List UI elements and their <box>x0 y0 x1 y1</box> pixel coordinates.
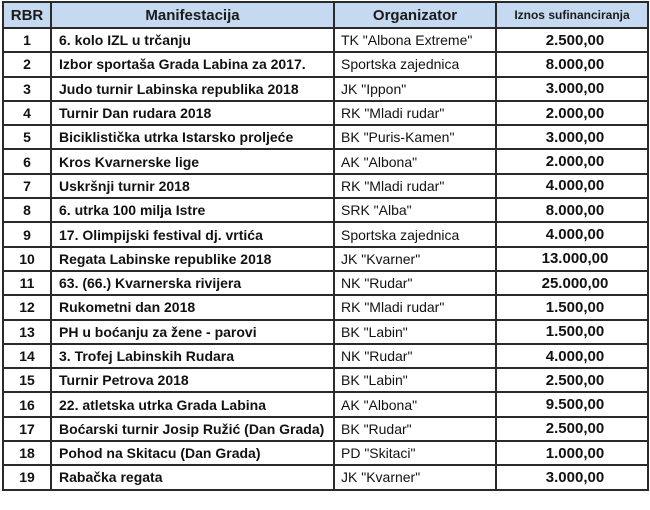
cell-organizator: SRK "Alba" <box>334 198 496 222</box>
cell-rbr: 13 <box>3 320 51 344</box>
cell-iznos: 4.000,00 <box>496 222 648 246</box>
cell-organizator: RK "Mladi rudar" <box>334 295 496 319</box>
table-row <box>3 465 648 489</box>
table-row <box>3 441 648 465</box>
table-row <box>3 77 648 101</box>
cell-organizator: Sportska zajednica <box>334 52 496 76</box>
cell-manifestacija: Kros Kvarnerske lige <box>51 149 334 173</box>
cell-iznos: 9.500,00 <box>496 392 648 416</box>
cell-organizator: RK "Mladi rudar" <box>334 174 496 198</box>
cell-iznos: 1.500,00 <box>496 295 648 319</box>
cell-rbr: 11 <box>3 271 51 295</box>
cell-organizator: RK "Mladi rudar" <box>334 101 496 125</box>
cell-iznos: 2.500,00 <box>496 417 648 441</box>
cell-organizator: BK "Puris-Kamen" <box>334 125 496 149</box>
cell-iznos: 3.000,00 <box>496 125 648 149</box>
cell-manifestacija: 22. atletska utrka Grada Labina <box>51 392 334 416</box>
cell-iznos: 4.000,00 <box>496 344 648 368</box>
cell-iznos: 2.500,00 <box>496 28 648 52</box>
cell-iznos: 2.000,00 <box>496 101 648 125</box>
funding-table <box>2 1 649 491</box>
table-body <box>3 28 648 490</box>
cell-rbr: 1 <box>3 28 51 52</box>
table-row <box>3 198 648 222</box>
table-row <box>3 52 648 76</box>
cell-rbr: 19 <box>3 465 51 489</box>
cell-iznos: 8.000,00 <box>496 198 648 222</box>
cell-manifestacija: Judo turnir Labinska republika 2018 <box>51 77 334 101</box>
cell-rbr: 9 <box>3 222 51 246</box>
cell-organizator: AK "Albona" <box>334 149 496 173</box>
cell-rbr: 8 <box>3 198 51 222</box>
header-manifestacija: Manifestacija <box>51 2 334 28</box>
table-row <box>3 271 648 295</box>
cell-manifestacija: Turnir Dan rudara 2018 <box>51 101 334 125</box>
cell-rbr: 16 <box>3 392 51 416</box>
cell-iznos: 13.000,00 <box>496 247 648 271</box>
cell-manifestacija: 63. (66.) Kvarnerska rivijera <box>51 271 334 295</box>
cell-manifestacija: Rukometni dan 2018 <box>51 295 334 319</box>
cell-iznos: 1.000,00 <box>496 441 648 465</box>
cell-rbr: 15 <box>3 368 51 392</box>
cell-rbr: 18 <box>3 441 51 465</box>
cell-manifestacija: 6. utrka 100 milja Istre <box>51 198 334 222</box>
cell-rbr: 3 <box>3 77 51 101</box>
cell-iznos: 2.500,00 <box>496 368 648 392</box>
cell-rbr: 7 <box>3 174 51 198</box>
table-row <box>3 295 648 319</box>
cell-manifestacija: 6. kolo IZL u trčanju <box>51 28 334 52</box>
cell-organizator: Sportska zajednica <box>334 222 496 246</box>
cell-manifestacija: Regata Labinske republike 2018 <box>51 247 334 271</box>
cell-manifestacija: Rabačka regata <box>51 465 334 489</box>
cell-manifestacija: Boćarski turnir Josip Ružić (Dan Grada) <box>51 417 334 441</box>
cell-iznos: 2.000,00 <box>496 149 648 173</box>
header-iznos: Iznos sufinanciranja <box>496 2 648 28</box>
cell-rbr: 4 <box>3 101 51 125</box>
cell-manifestacija: Pohod na Skitacu (Dan Grada) <box>51 441 334 465</box>
header-row <box>3 2 648 28</box>
cell-rbr: 12 <box>3 295 51 319</box>
cell-manifestacija: 17. Olimpijski festival dj. vrtića <box>51 222 334 246</box>
cell-rbr: 10 <box>3 247 51 271</box>
cell-organizator: BK "Labin" <box>334 368 496 392</box>
header-rbr: RBR <box>3 2 51 28</box>
table-row <box>3 247 648 271</box>
cell-iznos: 25.000,00 <box>496 271 648 295</box>
cell-organizator: NK "Rudar" <box>334 271 496 295</box>
cell-rbr: 6 <box>3 149 51 173</box>
cell-manifestacija: Biciklistička utrka Istarsko proljeće <box>51 125 334 149</box>
cell-organizator: JK "Ippon" <box>334 77 496 101</box>
cell-rbr: 14 <box>3 344 51 368</box>
table-row <box>3 392 648 416</box>
table-row <box>3 320 648 344</box>
cell-manifestacija: PH u boćanju za žene - parovi <box>51 320 334 344</box>
cell-organizator: NK "Rudar" <box>334 344 496 368</box>
cell-organizator: BK "Labin" <box>334 320 496 344</box>
cell-rbr: 17 <box>3 417 51 441</box>
table-header <box>3 2 648 28</box>
table-row <box>3 28 648 52</box>
table-row <box>3 125 648 149</box>
cell-rbr: 5 <box>3 125 51 149</box>
cell-manifestacija: Izbor sportaša Grada Labina za 2017. <box>51 52 334 76</box>
cell-iznos: 3.000,00 <box>496 465 648 489</box>
header-organizator: Organizator <box>334 2 496 28</box>
cell-manifestacija: Uskršnji turnir 2018 <box>51 174 334 198</box>
cell-organizator: PD "Skitaci" <box>334 441 496 465</box>
table-row <box>3 222 648 246</box>
cell-rbr: 2 <box>3 52 51 76</box>
table-row <box>3 149 648 173</box>
cell-organizator: JK "Kvarner" <box>334 247 496 271</box>
cell-organizator: TK "Albona Extreme" <box>334 28 496 52</box>
cell-manifestacija: Turnir Petrova 2018 <box>51 368 334 392</box>
cell-iznos: 8.000,00 <box>496 52 648 76</box>
table-row <box>3 417 648 441</box>
cell-organizator: BK "Rudar" <box>334 417 496 441</box>
cell-manifestacija: 3. Trofej Labinskih Rudara <box>51 344 334 368</box>
table-row <box>3 174 648 198</box>
cell-organizator: JK "Kvarner" <box>334 465 496 489</box>
cell-iznos: 1.500,00 <box>496 320 648 344</box>
table-row <box>3 368 648 392</box>
cell-iznos: 4.000,00 <box>496 174 648 198</box>
table-row <box>3 344 648 368</box>
cell-iznos: 3.000,00 <box>496 77 648 101</box>
cell-organizator: AK "Albona" <box>334 392 496 416</box>
table-row <box>3 101 648 125</box>
